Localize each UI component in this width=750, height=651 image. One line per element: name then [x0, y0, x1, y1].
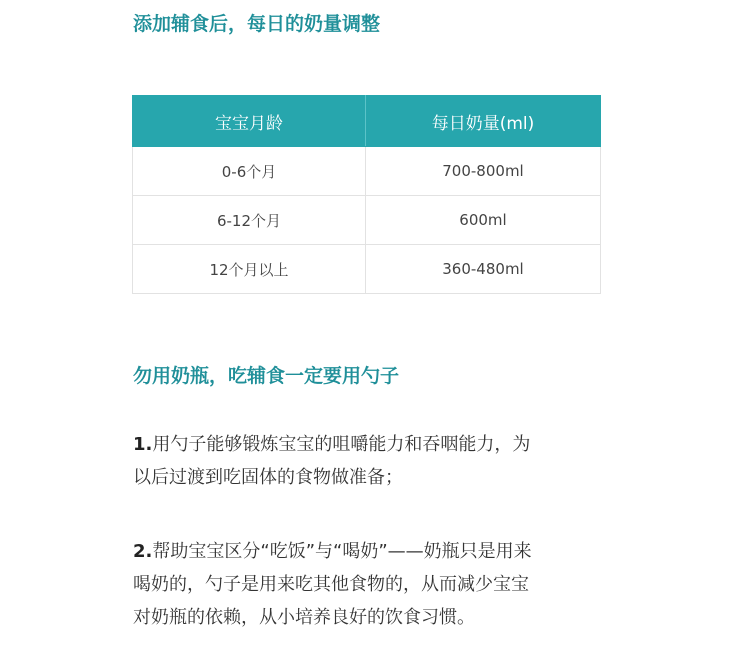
- table-row: [133, 196, 601, 245]
- paragraph-line: [133, 535, 603, 568]
- section-title-use-spoon: 勿用奶瓶，吃辅食一定要用勺子: [133, 365, 400, 387]
- point-number: 1.: [133, 434, 153, 455]
- table-header-row: [133, 96, 601, 147]
- table-row: [133, 245, 601, 294]
- paragraph-point-1: [133, 428, 603, 494]
- table-row: [133, 147, 601, 196]
- table-cell-milk: 360-480ml: [366, 245, 601, 294]
- section-title-milk-adjustment: 添加辅食后，每日的奶量调整: [133, 13, 381, 35]
- milk-amount-table: [132, 95, 601, 294]
- table-cell-milk: 600ml: [366, 196, 601, 245]
- column-header-daily-milk: 每日奶量(ml): [366, 96, 601, 147]
- paragraph-line: 对奶瓶的依赖，从小培养良好的饮食习惯。: [133, 607, 475, 628]
- paragraph-text: 用勺子能够锻炼宝宝的咀嚼能力和吞咽能力，为: [152, 434, 531, 455]
- table-cell-age: 6-12个月: [133, 196, 366, 245]
- paragraph-text: 帮助宝宝区分“吃饭”与“喝奶”——奶瓶只是用来: [152, 541, 532, 562]
- table-cell-age: 12个月以上: [133, 245, 366, 294]
- paragraph-line: 以后过渡到吃固体的食物做准备；: [133, 467, 403, 488]
- table-cell-milk: 700-800ml: [366, 147, 601, 196]
- point-number: 2.: [133, 541, 153, 562]
- paragraph-line: 喝奶的，勺子是用来吃其他食物的，从而减少宝宝: [133, 574, 529, 595]
- column-header-age: 宝宝月龄: [133, 96, 366, 147]
- paragraph-line: [133, 428, 603, 461]
- paragraph-point-2: [133, 535, 603, 634]
- table-cell-age: 0-6个月: [133, 147, 366, 196]
